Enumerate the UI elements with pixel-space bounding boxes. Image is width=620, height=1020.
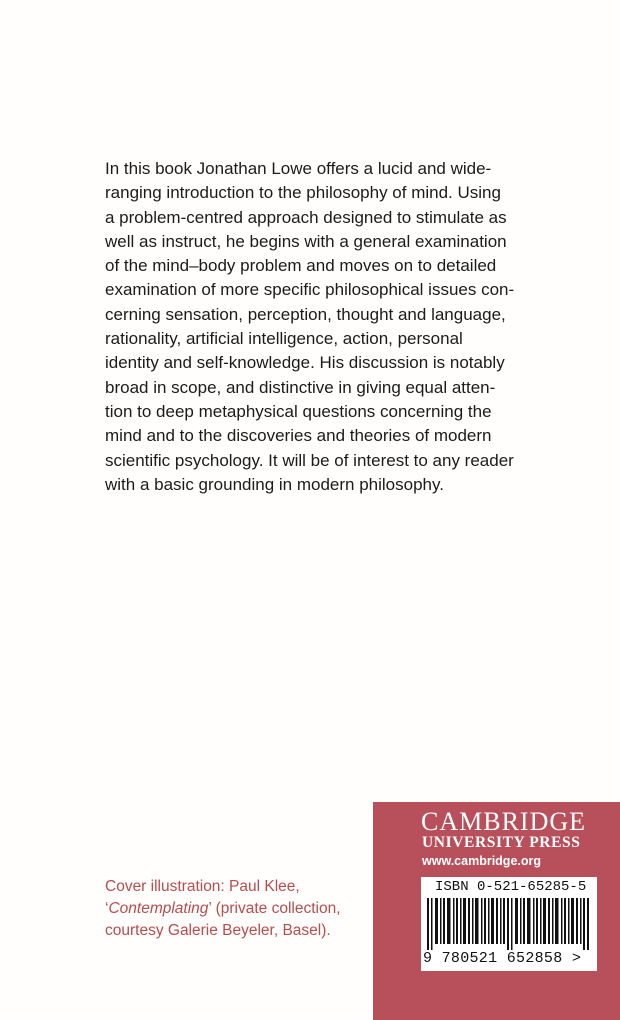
description-line: mind and to the discoveries and theories of modern — [105, 426, 492, 446]
barcode-number: 9 780521 652858 > — [423, 950, 582, 967]
description-line: scientific psychology. It will be of interest to any reader — [105, 450, 514, 470]
description-line: examination of more specific philosophical issues con- — [105, 280, 515, 300]
description-line: identity and self-knowledge. His discussion is notably — [105, 353, 505, 373]
artwork-title: Contemplating — [108, 900, 209, 917]
book-description — [105, 157, 517, 497]
quote-open: ‘ — [105, 900, 109, 917]
barcode-label — [421, 877, 597, 971]
description-line: In this book Jonathan Lowe offers a lucid and wide- — [105, 159, 492, 178]
publisher-logo-name: CAMBRIDGE — [421, 807, 587, 836]
credit-line: Cover illustration: Paul Klee, — [105, 878, 300, 895]
isbn-text: ISBN 0-521-65285-5 — [435, 879, 587, 895]
publisher-panel — [373, 802, 620, 1020]
publisher-subtitle: UNIVERSITY PRESS — [422, 834, 581, 851]
description-line: well as instruct, he begins with a general examination — [105, 231, 507, 251]
barcode-icon — [427, 898, 591, 950]
quote-rest: ’ (private collection, — [208, 900, 341, 917]
description-line: of the mind–body problem and moves on to detailed — [105, 256, 497, 276]
description-line: with a basic grounding in modern philosophy. — [105, 474, 444, 494]
publisher-url: www.cambridge.org — [422, 854, 542, 868]
credit-line — [105, 898, 355, 920]
cover-credit — [105, 876, 355, 942]
description-line: rationality, artificial intelligence, action, personal — [105, 329, 463, 349]
description-line: ranging introduction to the philosophy of mind. Using — [105, 183, 501, 203]
description-line: tion to deep metaphysical questions concerning the — [105, 401, 492, 421]
description-line: cerning sensation, perception, thought and language, — [105, 304, 506, 324]
description-line: a problem-centred approach designed to stimulate as — [105, 207, 507, 227]
credit-line: courtesy Galerie Beyeler, Basel). — [105, 922, 331, 939]
description-line: broad in scope, and distinctive in giving equal atten- — [105, 377, 496, 397]
